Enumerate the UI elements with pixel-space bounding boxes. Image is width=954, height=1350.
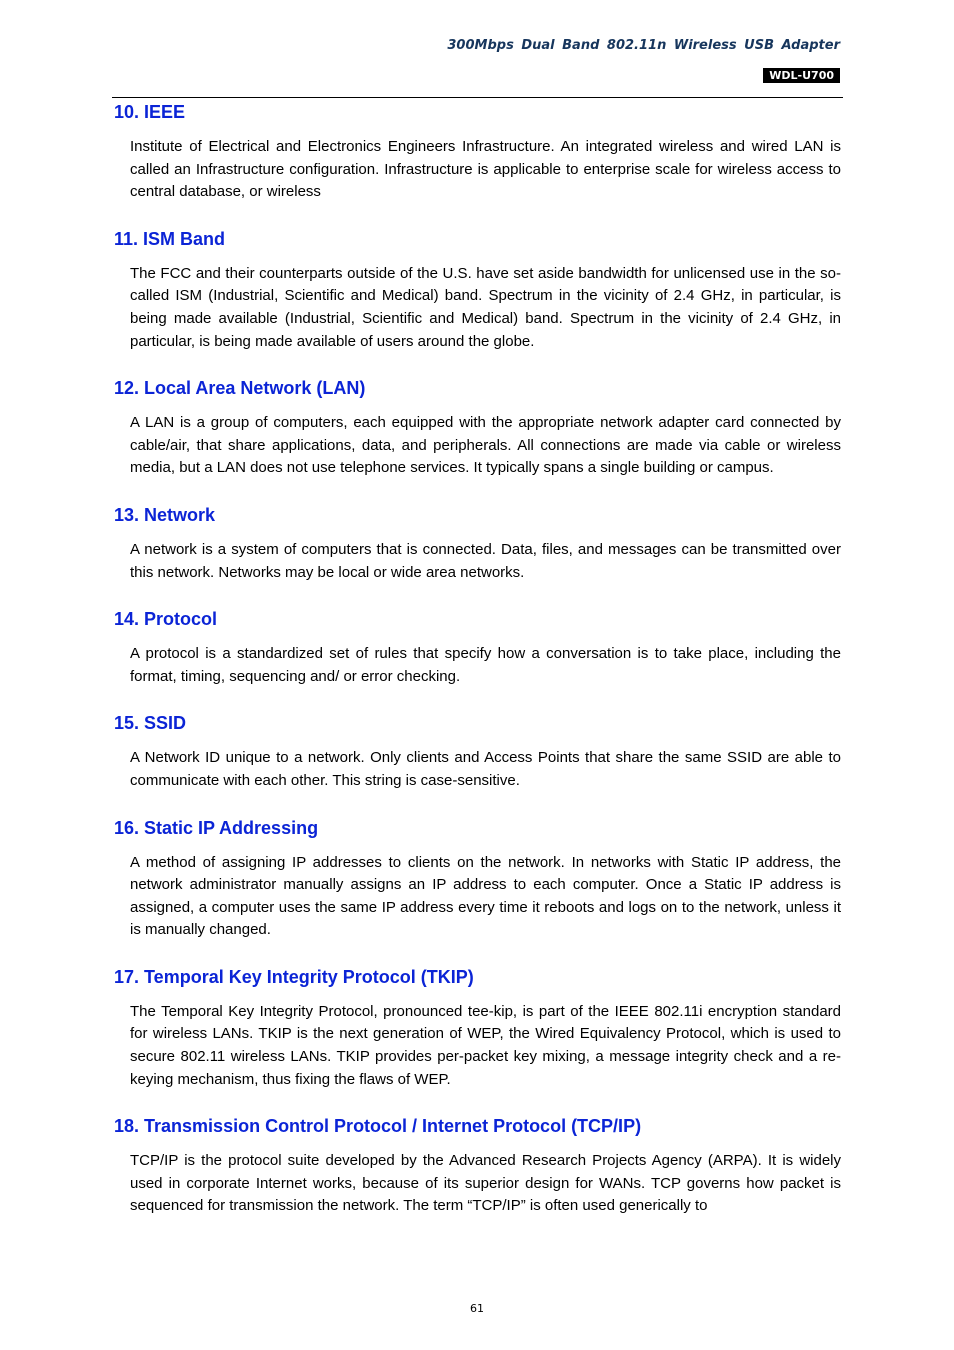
section-body-network: A network is a system of computers that is connected. Data, files, and messages can be transmitted over this network. Networks may be local or wide area networks. <box>130 540 841 581</box>
page-number: 61 <box>470 1302 484 1315</box>
section-heading-tkip: 17. Temporal Key Integrity Protocol (TKIP) <box>114 966 474 987</box>
section-body-ssid: A Network ID unique to a network. Only clients and Access Points that share the same SSID are able to communicate with each other. This string is case-sensitive. <box>130 749 841 789</box>
section-body-ieee: Institute of Electrical and Electronics Engineers Infrastructure. An integrated wireless and wired LAN is called an Infrastructure configuration. Infrastructure is applicable to enterprise scale for wireless access to central database, or wireless <box>130 138 841 201</box>
section-body-tkip: The Temporal Key Integrity Protocol, pronounced tee-kip, is part of the IEEE 802.11i encryption standard for wireless LANs. TKIP is the next generation of WEP, the Wired Equivalency Protocol, which is used to secure 802.11 wireless LANs. TKIP provides per-packet key mixing, a message integrity check and a re-keying mechanism, thus fixing the flaws of WEP. <box>130 1002 841 1088</box>
glossary-content <box>114 100 841 1218</box>
section-body-static-ip: A method of assigning IP addresses to clients on the network. In networks with Static IP address, the network administrator manually assigns an IP address to each computer. Once a Static IP address is assigned, a computer uses the same IP address every time it reboots and logs on to the network, unless it is manually changed. <box>130 853 841 939</box>
header-divider <box>112 97 843 98</box>
section-body-ism-band: The FCC and their counterparts outside of the U.S. have set aside bandwidth for unlicensed use in the so-called ISM (Industrial, Scientific and Medical) band. Spectrum in the vicinity of 2.4 GHz, in particular, is being made available (Industrial, Scientific and Medical) band. Spectrum in the vicinity of 2.4 GHz, in particular, is being made available of users around the globe. <box>130 264 841 350</box>
section-heading-ieee: 10. IEEE <box>114 102 186 122</box>
document-header-title: 300Mbps Dual Band 802.11n Wireless USB Adapter <box>447 38 840 53</box>
section-heading-ssid: 15. SSID <box>114 713 187 734</box>
section-heading-tcp-ip: 18. Transmission Control Protocol / Internet Protocol (TCP/IP) <box>114 1116 642 1137</box>
section-heading-ism-band: 11. ISM Band <box>114 228 226 249</box>
section-heading-static-ip: 16. Static IP Addressing <box>114 817 319 838</box>
section-body-tcp-ip: TCP/IP is the protocol suite developed by the Advanced Research Projects Agency (ARPA). It is widely used in corporate Internet works, because of its superior design for WANs. TCP governs how packet is sequenced for transmission the network. The term “TCP/IP” is often used generically to <box>130 1152 841 1215</box>
model-badge: WDL-U700 <box>763 68 840 83</box>
section-heading-protocol: 14. Protocol <box>114 609 218 630</box>
section-body-lan: A LAN is a group of computers, each equipped with the appropriate network adapter card connected by cable/air, that share applications, data, and peripherals. All connections are made via cable or wireless media, but a LAN does not use telephone services. It typically spans a single building or campus. <box>130 414 841 477</box>
section-heading-lan: 12. Local Area Network (LAN) <box>114 378 366 399</box>
section-body-protocol: A protocol is a standardized set of rules that specify how a conversation is to take place, including the format, timing, sequencing and/ or error checking. <box>130 645 841 685</box>
section-heading-network: 13. Network <box>114 504 216 525</box>
